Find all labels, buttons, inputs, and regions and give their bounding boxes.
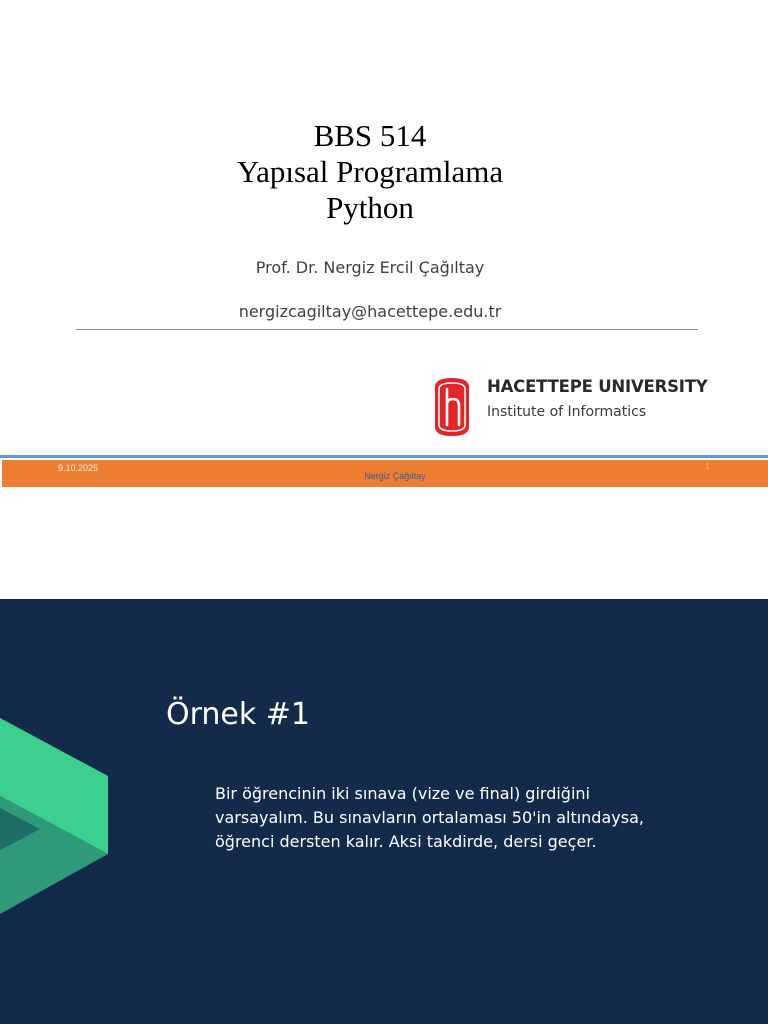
description-line: varsayalım. Bu sınavların ortalaması 50'in altındaysa, (215, 808, 644, 827)
footer-author: Nergiz Çağıltay (364, 471, 426, 481)
logo-university-name: HACETTEPE UNIVERSITY (487, 377, 708, 396)
description-line: Bir öğrencinin iki sınava (vize ve final) girdiğini (215, 784, 590, 803)
author-email: nergizcagiltay@hacettepe.edu.tr (238, 302, 502, 321)
divider (76, 329, 698, 330)
footer-divider-line (0, 455, 768, 458)
footer-date: 9.10.2025 (58, 463, 99, 473)
chevron-decoration-icon (0, 718, 110, 914)
title-line-course-name: Yapısal Programlama (236, 154, 504, 189)
description-line: öğrenci dersten kalır. Aksi takdirde, dersi geçer. (215, 832, 597, 851)
slide-title (0, 118, 740, 226)
example-description (215, 782, 695, 854)
university-logo (428, 372, 708, 442)
hacettepe-emblem-icon (431, 375, 473, 439)
title-line-language: Python (326, 190, 414, 225)
footer-page-number: 1 (705, 462, 710, 471)
author-name: Prof. Dr. Nergiz Ercil Çağıltay (255, 258, 485, 277)
example-slide (0, 599, 768, 1024)
example-title: Örnek #1 (166, 697, 311, 732)
title-line-course-code: BBS 514 (313, 118, 427, 153)
logo-institute-name: Institute of Informatics (487, 404, 647, 420)
